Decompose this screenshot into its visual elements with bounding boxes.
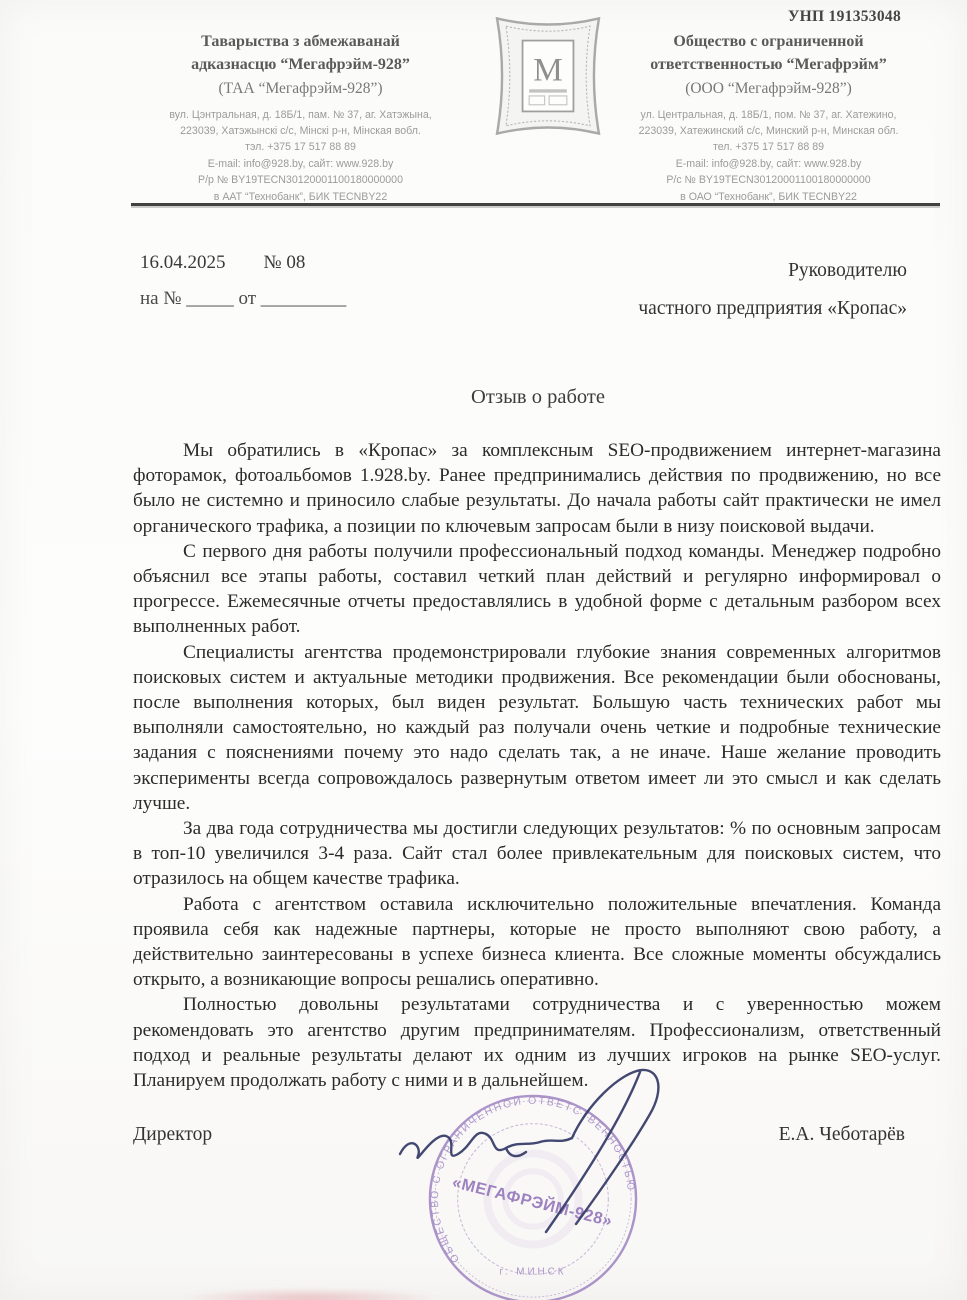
recipient-block	[638, 252, 907, 328]
stamp-center-text: «МЕГАФРЭЙМ-928»	[450, 1173, 615, 1231]
letterhead-right-column	[596, 30, 941, 205]
letterhead	[0, 0, 967, 215]
reply-reference-line: на № _____ от _________	[140, 288, 347, 309]
address-line2-ru: 223039, Хатежинский с/с, Минский р-н, Минская обл.	[638, 125, 899, 138]
letter-number: № 08	[263, 252, 306, 273]
paragraph-4: За два года сотрудничества мы достигли следующих результатов: % по основным запросам в топ-10 увеличился 3-4 раза. Сайт стал более привлекательным для поисковых систем, что отразилось на общем качестве трафика.	[133, 818, 941, 890]
logo-letter: M	[533, 51, 563, 89]
phone-by: тэл. +375 17 517 88 89	[245, 141, 356, 154]
email-by: E-mail: info@928.by, сайт: www.928.by	[207, 157, 394, 170]
paragraph-6: Полностью довольны результатами сотрудничества и с уверенностью можем рекомендовать это агентство другим предпринимателям. Профессионализм, ответственный подход и реальные результаты делают их одним из лучших игроков на рынке SEO-услуг. Планируем продолжать работу с ними и в дальнейшем.	[133, 994, 941, 1092]
company-name-by-line1: Таварыства з абмежаванай	[201, 33, 400, 50]
paragraph-2: С первого дня работы получили профессиональный подход команды. Менеджер подробно объяснил все этапы работы, составил четкий план действий и регулярно информировал о прогрессе. Ежемесячные отчеты предоставлялись в удобной форме с детальным разбором всех выполненных работ.	[133, 540, 941, 638]
letterhead-left-column	[128, 30, 473, 205]
signer-name: Е.А. Чеботарёв	[778, 1124, 905, 1145]
company-short-name-ru: (ООО “Мегафрэйм-928”)	[685, 80, 852, 98]
stamp-city-text: г. МИНСК	[499, 1266, 567, 1278]
bank-by: в ААТ “Технобанк”, БИК TECNBY22	[213, 190, 388, 203]
stamp-ring-text: ОБЩЕСТВО С ОГРАНИЧЕННОЙ ОТВЕТСТВЕННОСТЬЮ	[429, 1095, 637, 1265]
recipient-line1: Руководителю	[788, 260, 907, 281]
letter-title: Отзыв о работе	[471, 386, 605, 408]
email-ru: E-mail: info@928.by, сайт: www.928.by	[675, 157, 862, 170]
company-details-ru	[596, 107, 941, 205]
company-name-ru-line1: Общество с ограниченной	[673, 33, 864, 50]
sign-off-row	[133, 1124, 905, 1146]
scan-artifact	[180, 1288, 440, 1300]
phone-ru: тел. +375 17 517 88 89	[712, 141, 824, 154]
company-details-by	[128, 107, 473, 205]
company-short-name-by: (ТАА “Мегафрэйм-928”)	[218, 80, 383, 98]
account-by: Р/р № BY19TECN30120001100180000000	[198, 174, 403, 187]
letter-body	[133, 438, 941, 1093]
company-name-ru-line2: ответственностью “Мегафрэйм”	[650, 56, 887, 74]
bank-ru: в ОАО “Технобанк”, БИК TECNBY22	[680, 190, 857, 203]
director-signature	[388, 1062, 678, 1252]
recipient-line2: частного предприятия «Кропас»	[638, 298, 907, 319]
paragraph-5: Работа с агентством оставила исключительно положительные впечатления. Команда проявила себя как надежные партнеры, которые не просто выполняют свою работу, а действительно заинтересованы в успехе бизнеса клиента. Все сложные моменты обсуждались открыто, а возникающие вопросы решались оперативно.	[133, 893, 941, 991]
signer-position: Директор	[133, 1124, 213, 1145]
company-name-by-line2: адказнасцю “Мегафрэйм-928”	[191, 56, 410, 74]
account-ru: Р/с № BY19TECN30120001100180000000	[666, 174, 871, 187]
address-line1-ru: ул. Центральная, д. 18Б/1, пом. № 37, аг. Хатежино,	[640, 108, 897, 121]
paragraph-1: Мы обратились в «Кропас» за комплексным SEO-продвижением интернет-магазина фоторамок, фотоальбомов 1.928.by. Ранее предпринимались действия по продвижению, но все было не системно и приносило слабые результаты. До начала работы сайт практически не имел органического трафика, а позиции по ключевым запросам были в низу поисковой выдачи.	[133, 440, 941, 537]
unp-number: УНП 191353048	[787, 8, 901, 25]
address-line1-by: вул. Цэнтральная, д. 18Б/1, пам. № 37, аг. Хатэжына,	[169, 108, 432, 121]
paragraph-3: Специалисты агентства продемонстрировали глубокие знания современных алгоритмов поисковых систем и актуальные методики продвижения. Все рекомендации были обоснованы, после выполнения которых, был виден результат. Большую часть технических работ мы выполняли самостоятельно, но каждый раз получали очень четкие и подробные технические задания с пояснениями почему это надо сделать так, а не иначе. Наше желание проводить эксперименты всегда сопровождалось развернутым ответом имеет ли это смысл и как сделать лучше.	[133, 641, 941, 814]
megaframe-logo-icon	[492, 14, 604, 138]
address-line2-by: 223039, Хатэжынскі с/с, Мінскі р-н, Мінская вобл.	[180, 125, 421, 138]
letter-date: 16.04.2025	[140, 252, 226, 273]
letterhead-divider	[131, 203, 940, 206]
reference-block	[140, 252, 346, 310]
